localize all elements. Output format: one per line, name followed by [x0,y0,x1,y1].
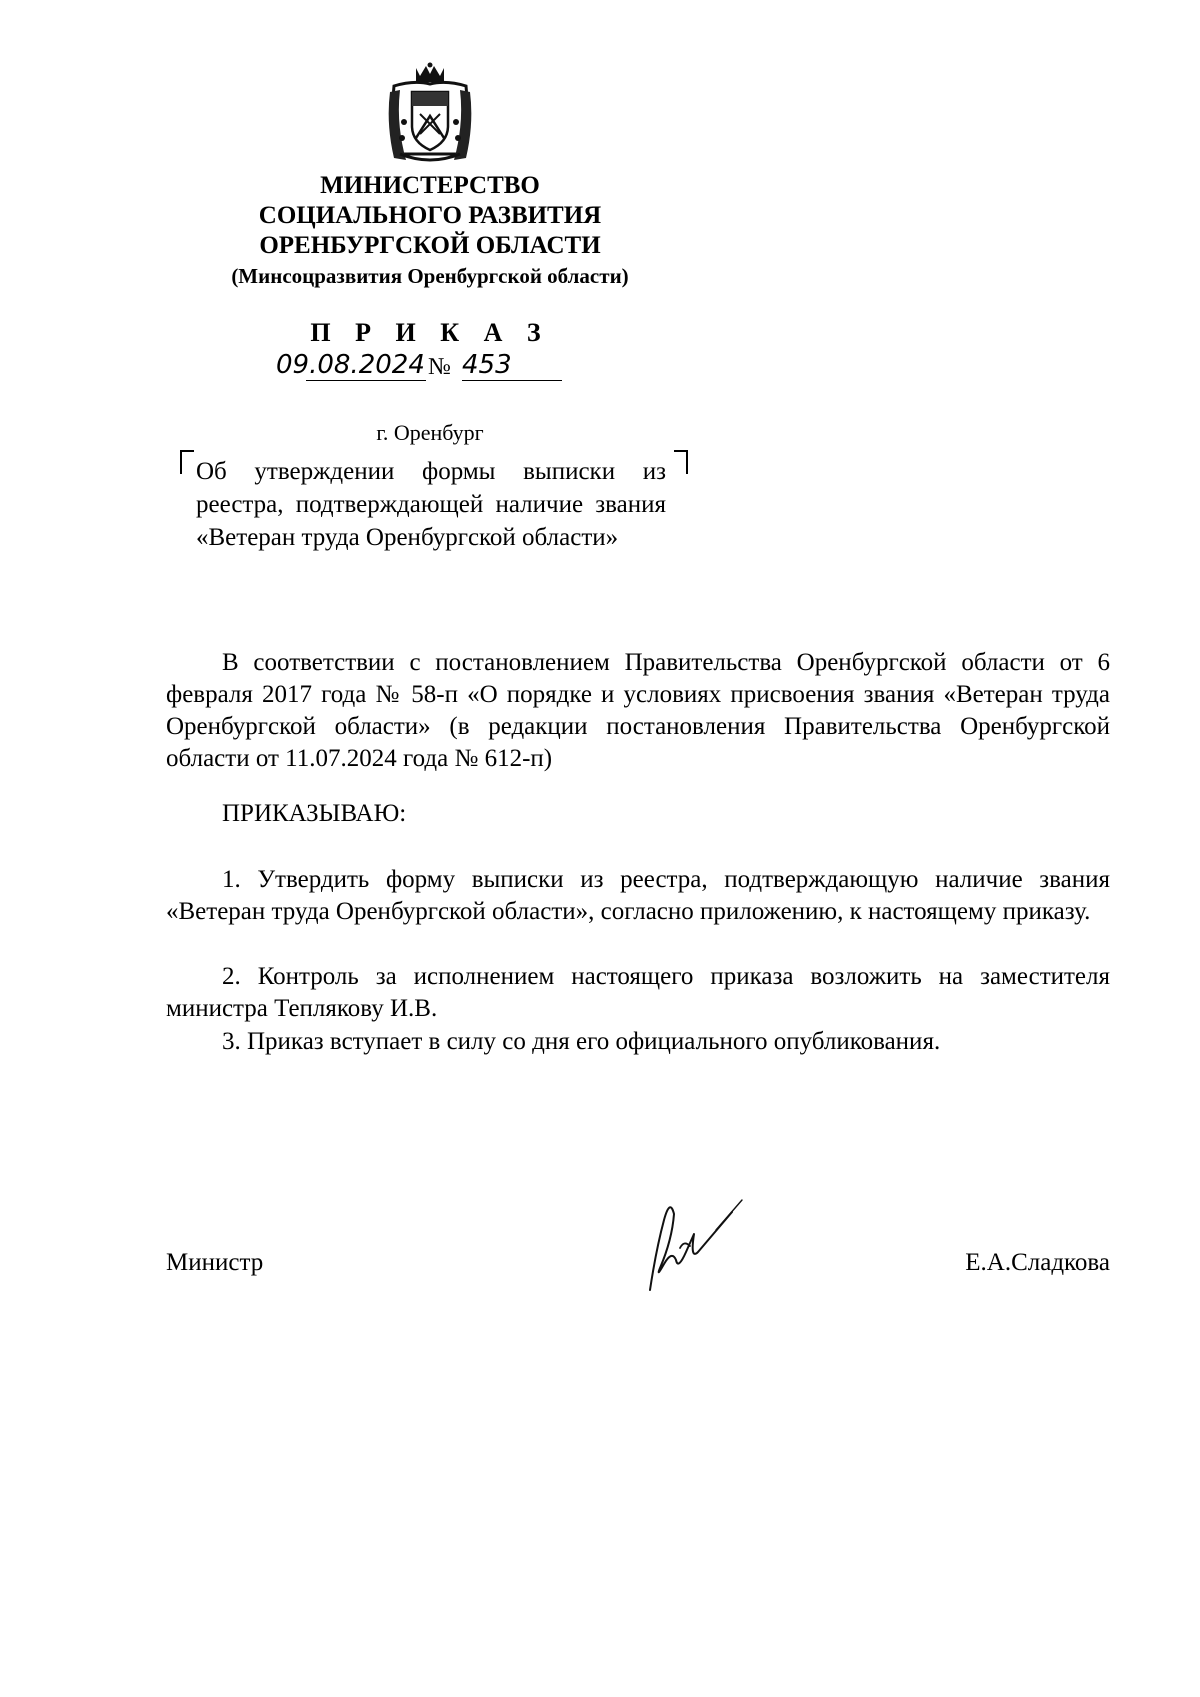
signatory-name: Е.А.Сладкова [965,1249,1110,1276]
document-subject: Об утверждении формы выписки из реестра, подтверждающей наличие звания «Ветеран труда Оренбургской области» [196,458,666,551]
ministry-name-line-1: МИНИСТЕРСТВО [320,172,540,199]
order-item-2: 2. Контроль за исполнением настоящего приказа возложить на заместителя министра Теплякову И.В. [166,963,1110,1022]
order-item-1: 1. Утвердить форму выписки из реестра, подтверждающую наличие звания «Ветеран труда Оренбургской области», согласно приложению, к настоящему приказу. [166,866,1110,925]
subject-corner-left [180,450,194,474]
signatory-title: Министр [166,1249,264,1276]
order-item-3: 3. Приказ вступает в силу со дня его официального опубликования. [222,1028,941,1055]
ministry-name-line-2: СОЦИАЛЬНОГО РАЗВИТИЯ [258,202,602,229]
coat-of-arms-icon [386,62,474,166]
order-word: ПРИКАЗЫВАЮ: [222,800,407,827]
preamble-paragraph: В соответствии с постановлением Правительства Оренбургской области от 6 февраля 2017 года № 58-п «О порядке и условиях присвоения звания «Ветеран труда Оренбургской области» (в редакции постановления Правительства Оренбургской области от 11.07.2024 года № 612-п) [166,649,1110,772]
registration-number: 453 [462,350,512,380]
handwritten-signature-icon [620,1190,750,1300]
ministry-name-line-3: ОРЕНБУРГСКОЙ ОБЛАСТИ [259,232,601,259]
document-city: г. Оренбург [376,420,484,445]
registration-date: 09.08.2024 [276,350,425,380]
subject-corner-right [674,450,688,474]
document-type-heading: П Р И К А З [310,318,550,347]
number-sign: № [428,354,451,380]
ministry-short-name: (Минсоцразвития Оренбургской области) [231,264,629,288]
